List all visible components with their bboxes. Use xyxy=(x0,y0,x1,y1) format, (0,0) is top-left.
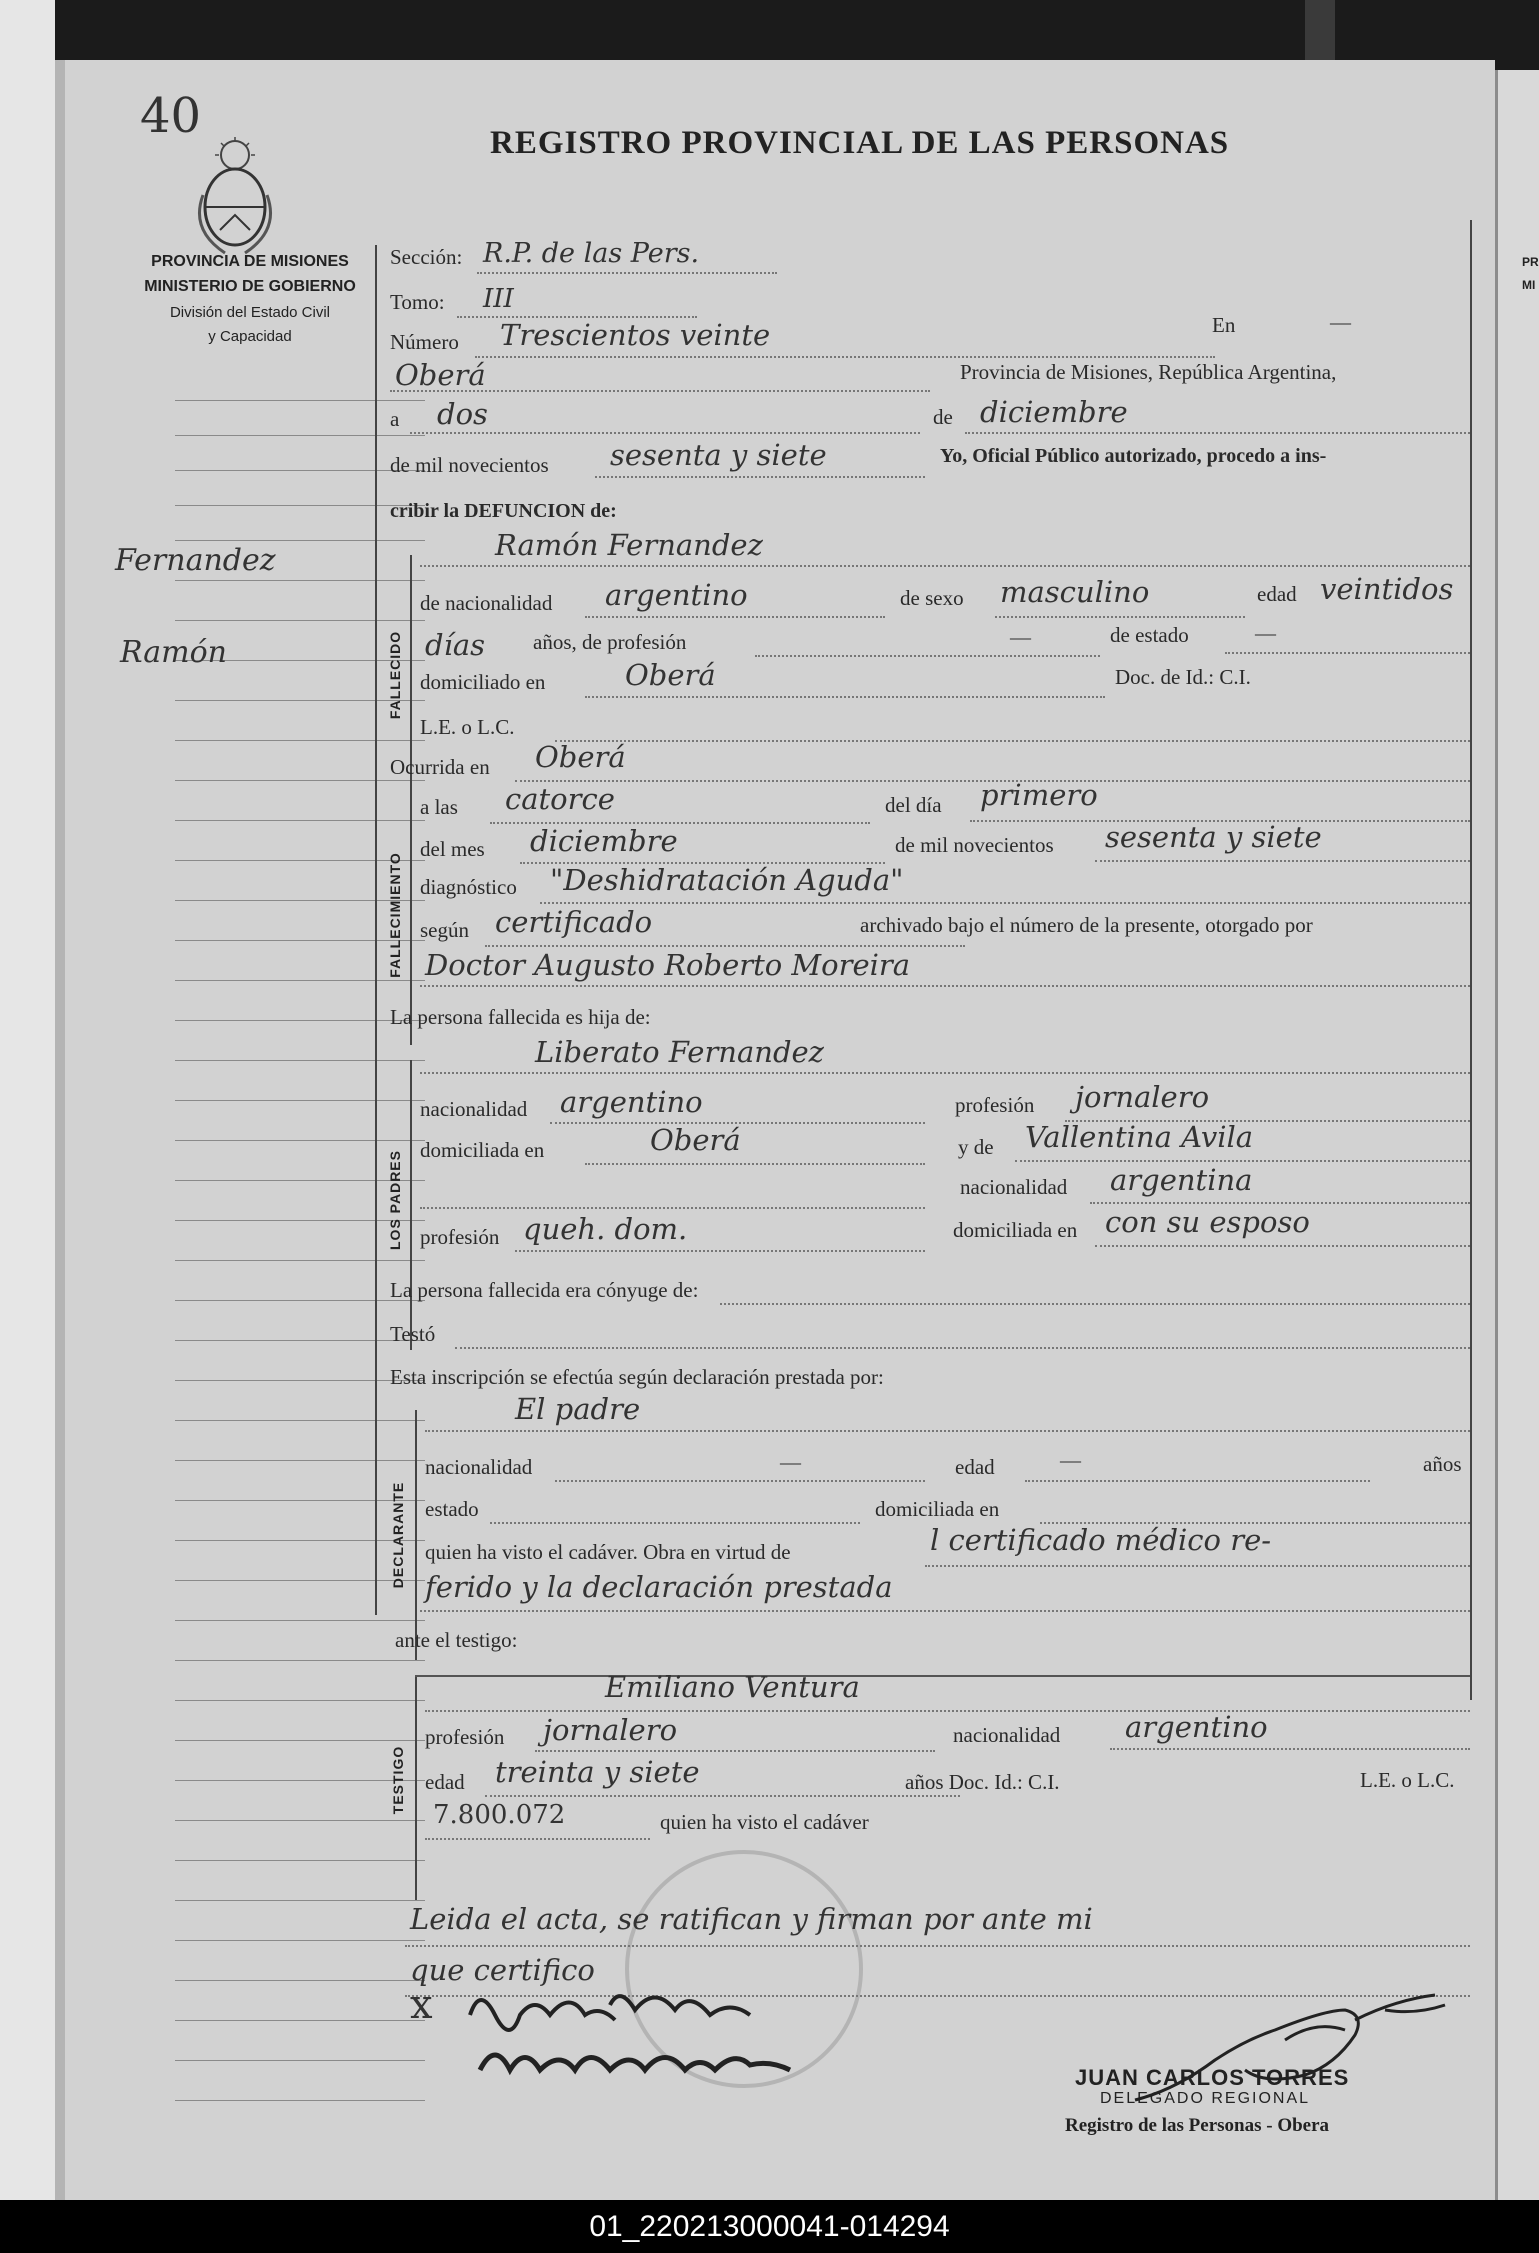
nacionalidad-de-label: de nacionalidad xyxy=(420,591,553,615)
anio-value: sesenta y siete xyxy=(610,438,827,472)
de-label: de xyxy=(933,405,953,429)
segun-label: según xyxy=(420,918,469,942)
decl-edad-label: edad xyxy=(955,1455,995,1479)
hija-de-label: La persona fallecida es hija de: xyxy=(390,1005,651,1029)
testigo-nacionalidad-value: argentino xyxy=(1125,1710,1268,1744)
numero-label: Número xyxy=(390,330,459,354)
edad-unit-value: días xyxy=(425,628,486,662)
division-name: División del Estado Civil xyxy=(169,304,331,321)
madre-nombre: Vallentina Avila xyxy=(1025,1120,1254,1154)
left-page-edge xyxy=(0,0,55,2200)
madre-profesion-value: queh. dom. xyxy=(523,1212,688,1246)
anio-fallec-value: sesenta y siete xyxy=(1105,820,1322,854)
segun-value: certificado xyxy=(495,905,653,939)
sidebar-given-name: Ramón xyxy=(120,635,227,670)
tomo-label: Tomo: xyxy=(390,290,445,314)
diagnostico-label: diagnóstico xyxy=(420,875,517,899)
page-title: REGISTRO PROVINCIAL DE LAS PERSONAS xyxy=(490,125,1230,161)
page-number: 40 xyxy=(140,88,202,144)
a-las-value: catorce xyxy=(505,782,615,816)
decl-estado-label: estado xyxy=(425,1497,479,1521)
decl-domicilio-label: domiciliada en xyxy=(875,1497,1000,1521)
de-mil-nov-label: de mil novecientos xyxy=(895,833,1054,857)
declarante-value: El padre xyxy=(515,1392,641,1426)
padre-nacionalidad-value: argentino xyxy=(560,1085,703,1119)
en-value: — xyxy=(1330,310,1351,334)
y-de-label: y de xyxy=(958,1135,994,1159)
a-las-label: a las xyxy=(420,795,458,819)
doc-id-label: Doc. de Id.: C.I. xyxy=(1115,665,1251,689)
de-month-value: diciembre xyxy=(980,395,1128,429)
diagnostico-value: "Deshidratación Aguda" xyxy=(550,863,904,897)
declaracion-label: Esta inscripción se efectúa según declaración prestada por: xyxy=(390,1365,884,1389)
section-label-fallecido: FALLECIDO xyxy=(387,630,403,720)
a-day-value: dos xyxy=(437,397,488,431)
testigo-edad-value: treinta y siete xyxy=(495,1755,700,1789)
x-mark: x xyxy=(410,1982,433,2028)
deceased-name: Ramón Fernandez xyxy=(495,528,763,562)
section-label-fallecimiento: FALLECIMIENTO xyxy=(387,852,403,978)
del-mes-value: diciembre xyxy=(530,824,678,858)
del-dia-label: del día xyxy=(885,793,942,817)
stamp-title: DELEGADO REGIONAL xyxy=(1100,2090,1311,2107)
right-page-fragment: PR xyxy=(1522,255,1539,269)
stamp-office: Registro de las Personas - Obera xyxy=(1065,2115,1330,2136)
ante-testigo-label: ante el testigo: xyxy=(395,1628,518,1652)
padre-profesion-label: profesión xyxy=(955,1093,1035,1117)
anos-doc-label: años Doc. Id.: C.I. xyxy=(905,1770,1060,1794)
section-label-testigo: TESTIGO xyxy=(390,1745,406,1815)
provincia-label: Provincia de Misiones, República Argentina, xyxy=(960,360,1337,384)
testigo-edad-label: edad xyxy=(425,1770,465,1794)
decl-edad-value: — xyxy=(1060,1448,1081,1472)
domicilio-value: Oberá xyxy=(625,658,716,692)
frame-left-rule xyxy=(375,245,377,1615)
testigo-profesion-value: jornalero xyxy=(543,1713,678,1747)
coat-of-arms-icon xyxy=(185,135,285,260)
testigo-profesion-label: profesión xyxy=(425,1725,505,1749)
stamp-name: JUAN CARLOS TORRES xyxy=(1075,2065,1350,2090)
frame-right-rule xyxy=(1470,220,1472,1700)
madre-nacionalidad-label: nacionalidad xyxy=(960,1175,1068,1199)
medico-value: Doctor Augusto Roberto Moreira xyxy=(425,948,911,982)
quien-cadaver-label: quien ha visto el cadáver. Obra en virtud de xyxy=(425,1540,791,1564)
division-name-2: y Capacidad xyxy=(208,328,292,345)
archivado-label: archivado bajo el número de la presente, otorgado por xyxy=(860,913,1313,937)
quien-cadaver-2-label: quien ha visto el cadáver xyxy=(660,1810,869,1834)
witness-signatures xyxy=(460,1965,980,2115)
decl-nacionalidad-label: nacionalidad xyxy=(425,1455,533,1479)
decl-nacionalidad-value: — xyxy=(780,1450,801,1474)
padre-domicilio-value: Oberá xyxy=(650,1123,741,1157)
padre-nombre: Liberato Fernandez xyxy=(535,1035,824,1069)
sexo-value: masculino xyxy=(1000,575,1150,609)
en-label: En xyxy=(1212,313,1236,337)
right-page-edge xyxy=(1495,70,1539,2200)
de-mil-label: de mil novecientos xyxy=(390,453,549,477)
ocurrida-label: Ocurrida en xyxy=(390,755,490,779)
leida-line-1: Leida el acta, se ratifican y firman por ante mi xyxy=(410,1902,1093,1936)
ocurrida-value: Oberá xyxy=(535,740,626,774)
decl-anos-label: años xyxy=(1423,1452,1462,1476)
province-name: PROVINCIA DE MISIONES xyxy=(151,253,349,270)
place-value: Oberá xyxy=(395,358,486,392)
nacionalidad-value: argentino xyxy=(605,578,748,612)
padre-profesion-value: jornalero xyxy=(1075,1080,1210,1114)
obra-line-2: ferido y la declaración prestada xyxy=(425,1570,893,1604)
footer-id: 01_220213000041-014294 xyxy=(0,2200,1539,2253)
right-page-fragment: MI xyxy=(1522,278,1536,292)
profesion-value: — xyxy=(1010,625,1031,649)
edad-value: veintidos xyxy=(1320,572,1454,606)
madre-nacionalidad-value: argentina xyxy=(1110,1163,1253,1197)
binding-shadow xyxy=(1305,0,1335,60)
section-label-declarante: DECLARANTE xyxy=(390,1481,406,1589)
madre-domicilio-value: con su esposo xyxy=(1105,1205,1310,1239)
padre-nacionalidad-label: nacionalidad xyxy=(420,1097,528,1121)
estado-value: — xyxy=(1255,621,1276,645)
testigo-nombre: Emiliano Ventura xyxy=(605,1670,860,1704)
madre-profesion-label: profesión xyxy=(420,1225,500,1249)
estado-label: de estado xyxy=(1110,623,1189,647)
register-page xyxy=(55,60,1495,2200)
ministry-name: MINISTERIO DE GOBIERNO xyxy=(144,278,356,295)
testigo-doc-value: 7.800.072 xyxy=(433,1800,566,1830)
del-mes-label: del mes xyxy=(420,837,485,861)
sexo-label: de sexo xyxy=(900,586,964,610)
a-label: a xyxy=(390,407,400,431)
oficial-label: Yo, Oficial Público autorizado, procedo a ins- xyxy=(940,445,1327,467)
edad-label: edad xyxy=(1257,582,1297,606)
domiciliado-label: domiciliado en xyxy=(420,670,546,694)
madre-domicilio-label: domiciliada en xyxy=(953,1218,1078,1242)
leida-line-2: que certifico xyxy=(410,1953,595,1987)
conyuge-label: La persona fallecida era cónyuge de: xyxy=(390,1278,699,1302)
le-lc-label: L.E. o L.C. xyxy=(420,715,515,739)
sidebar-surname: Fernandez xyxy=(115,543,276,578)
anos-profesion-label: años, de profesión xyxy=(533,630,687,654)
del-dia-value: primero xyxy=(980,778,1098,812)
testigo-nacionalidad-label: nacionalidad xyxy=(953,1723,1061,1747)
padre-domicilio-label: domiciliada en xyxy=(420,1138,545,1162)
section-label-los-padres: LOS PADRES xyxy=(387,1150,403,1250)
numero-value: Trescientos veinte xyxy=(500,318,771,352)
seccion-label: Sección: xyxy=(390,245,463,269)
seccion-value: R.P. de las Pers. xyxy=(483,238,700,269)
tomo-value: III xyxy=(483,284,514,314)
testo-label: Testó xyxy=(390,1322,436,1346)
cribir-label: cribir la DEFUNCION de: xyxy=(390,500,617,522)
obra-line-1: l certificado médico re- xyxy=(930,1523,1272,1557)
testigo-le-lc-label: L.E. o L.C. xyxy=(1360,1768,1455,1792)
